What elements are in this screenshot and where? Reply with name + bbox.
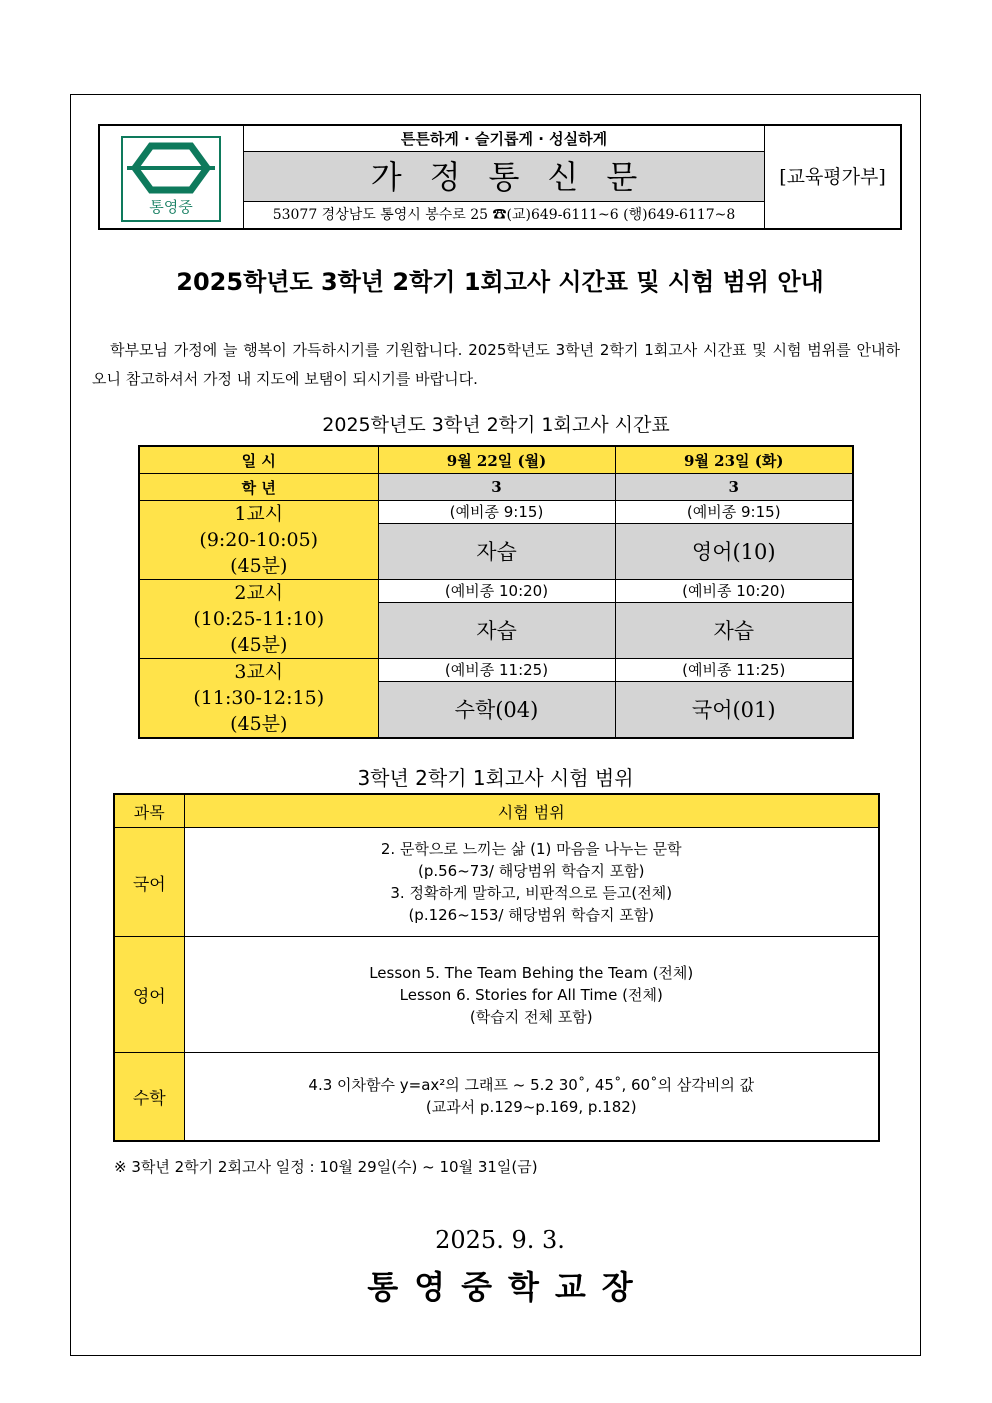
- range-content: [184, 937, 879, 1053]
- page-title: 2025학년도 3학년 2학기 1회고사 시간표 및 시험 범위 안내: [176, 268, 824, 296]
- range-line: (학습지 전체 포함): [469, 1007, 593, 1026]
- exam-schedule-table: [138, 445, 854, 739]
- schedule-grade-row: [139, 474, 853, 501]
- grade-label: 학 년: [139, 474, 378, 501]
- range-line: 4.3 이차함수 y=ax²의 그래프 ~ 5.2 30˚, 45˚, 60˚의 삼각비의 값: [308, 1076, 755, 1095]
- period-time: (11:30-12:15): [193, 687, 325, 709]
- prebell-time: (예비종 9:15): [615, 501, 853, 524]
- department-label: [교육평가부]: [764, 126, 900, 228]
- range-content: [184, 828, 879, 937]
- school-motto: 튼튼하게 · 슬기롭게 · 성실하게: [244, 126, 764, 152]
- period-duration: (45분): [230, 555, 288, 577]
- next-exam-note: ※ 3학년 2학기 2회고사 일정 : 10월 29일(수) ~ 10월 31일(금): [114, 1158, 538, 1176]
- range-line: (교과서 p.129~p.169, p.182): [425, 1098, 637, 1117]
- day-2-header: 9월 23일 (화): [615, 446, 853, 474]
- prebell-time: (예비종 10:20): [615, 580, 853, 603]
- principal-signature: 통영중학교장: [367, 1268, 649, 1306]
- prebell-time: (예비종 11:25): [378, 659, 615, 682]
- period-2-cell: [139, 580, 378, 659]
- range-line: Lesson 6. Stories for All Time (전체): [399, 985, 663, 1004]
- period-time: (9:20-10:05): [199, 529, 319, 551]
- prebell-time: (예비종 11:25): [615, 659, 853, 682]
- day-2-grade: 3: [615, 474, 853, 501]
- logo-text: 통영중: [149, 198, 193, 216]
- school-logo: [121, 136, 221, 222]
- issue-date: 2025. 9. 3.: [435, 1226, 565, 1254]
- range-column-header: 시험 범위: [184, 794, 879, 828]
- intro-paragraph: [92, 336, 900, 394]
- day-1-header: 9월 22일 (월): [378, 446, 615, 474]
- exam-subject: 국어(01): [615, 681, 853, 738]
- letterhead-center: [244, 126, 764, 228]
- range-subject: 영어: [114, 937, 184, 1053]
- letterhead: [98, 124, 902, 230]
- period-name: 2교시: [234, 582, 284, 604]
- exam-subject: 영어(10): [615, 523, 853, 579]
- exam-subject: 자습: [378, 523, 615, 579]
- period-name: 3교시: [234, 661, 284, 683]
- range-subject: 수학: [114, 1053, 184, 1141]
- exam-subject: 수학(04): [378, 681, 615, 738]
- school-emblem-icon: [123, 138, 219, 220]
- exam-subject: 자습: [378, 602, 615, 658]
- range-row-math: [114, 1053, 879, 1141]
- exam-range-table: [113, 793, 880, 1142]
- period-1-cell: [139, 501, 378, 580]
- period-duration: (45분): [230, 634, 288, 656]
- range-line: (p.126~153/ 해당범위 학습지 포함): [408, 906, 655, 924]
- period-time: (10:25-11:10): [193, 608, 325, 630]
- prebell-time: (예비종 9:15): [378, 501, 615, 524]
- intro-text: 학부모님 가정에 늘 행복이 가득하시기를 기원합니다. 2025학년도 3학년 2학기 1회고사 시간표 및 시험 범위를 안내하오니 참고하셔서 가정 내 지도에 보탬이 되시기를 바랍니다.: [92, 341, 900, 388]
- prebell-time: (예비종 10:20): [378, 580, 615, 603]
- period-name: 1교시: [234, 503, 284, 525]
- range-content: [184, 1053, 879, 1141]
- range-subject: 국어: [114, 828, 184, 937]
- schedule-title: 2025학년도 3학년 2학기 1회고사 시간표: [322, 414, 670, 436]
- period-1-prebell-row: [139, 501, 853, 524]
- logo-cell: [100, 126, 244, 228]
- period-3-cell: [139, 659, 378, 739]
- range-line: Lesson 5. The Team Behing the Team (전체): [369, 963, 694, 982]
- school-address: 53077 경상남도 통영시 봉수로 25 ☎(교)649-6111~6 (행)649-6117~8: [272, 207, 736, 223]
- day-1-grade: 3: [378, 474, 615, 501]
- date-label: 일 시: [139, 446, 378, 474]
- newsletter-title: 가정통신문: [244, 152, 764, 202]
- range-line: (p.56~73/ 해당범위 학습지 포함): [417, 862, 645, 880]
- subject-column-header: 과목: [114, 794, 184, 828]
- period-duration: (45분): [230, 713, 288, 735]
- range-header-row: [114, 794, 879, 828]
- range-row-korean: [114, 828, 879, 937]
- period-3-prebell-row: [139, 659, 853, 682]
- range-title: 3학년 2학기 1회고사 시험 범위: [357, 766, 634, 790]
- exam-subject: 자습: [615, 602, 853, 658]
- range-row-english: [114, 937, 879, 1053]
- schedule-date-row: [139, 446, 853, 474]
- period-2-prebell-row: [139, 580, 853, 603]
- range-line: 3. 정확하게 말하고, 비판적으로 듣고(전체): [390, 884, 673, 902]
- range-line: 2. 문학으로 느끼는 삶 (1) 마음을 나누는 문학: [380, 840, 682, 858]
